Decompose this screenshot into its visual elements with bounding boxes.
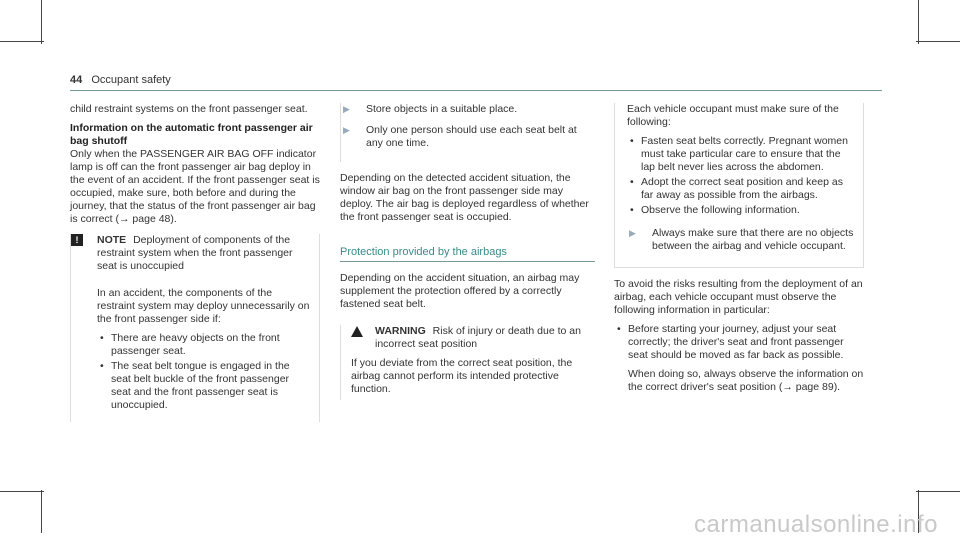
step-item: ▶ Always make sure that there are no objects between the airbag and vehicle occupant. <box>629 227 854 252</box>
section-heading: Information on the automatic front passenger air bag shutoff <box>70 122 313 147</box>
list-item: • Before starting your journey, adjust your seat correctly; the driver's seat and front passenger seat should be moved as far back as possible. When doing so, always observe the information on the correct driver's seat position (→ page 89). <box>617 323 864 393</box>
body-paragraph: To avoid the risks resulting from the deployment of an airbag, each vehicle occupant must observe the following information in particular: <box>614 278 863 316</box>
list-item: • Adopt the correct seat position and keep as far away as possible from the airbags. <box>630 176 843 201</box>
crop-mark <box>916 41 960 42</box>
column-left <box>70 103 320 422</box>
note-title: NOTE <box>97 234 127 246</box>
warning-text: Risk of injury or death due to an incorrect seat position <box>375 325 581 350</box>
page-header <box>70 74 171 87</box>
page-number: 44 <box>70 74 83 86</box>
body-paragraph: Depending on the accident situation, an airbag may supplement the protection offered by a correctly fastened seat belt. <box>340 272 580 310</box>
intro-text: child restraint systems on the front passenger seat. <box>70 103 308 115</box>
crop-mark <box>41 490 42 533</box>
arrow-icon: ▶ <box>343 104 350 114</box>
column-middle <box>340 103 595 400</box>
arrow-icon: ▶ <box>343 125 350 135</box>
crop-mark <box>41 0 42 44</box>
list-item: • There are heavy objects on the front passenger seat. <box>100 332 280 357</box>
warning-body: If you deviate from the correct seat position, the airbag cannot perform its intended protective function. <box>351 357 573 395</box>
crop-mark <box>918 0 919 44</box>
subsection-heading: Protection provided by the airbags <box>340 246 595 262</box>
info-box <box>614 103 864 268</box>
header-divider <box>70 90 882 91</box>
section-title: Occupant safety <box>91 74 171 86</box>
crop-mark <box>916 491 960 492</box>
warning-box <box>340 325 595 400</box>
step-item: ▶ Only one person should use each seat belt at any one time. <box>343 124 577 149</box>
note-body: In an accident, the components of the restraint system may deploy unnecessarily on the front passenger side if: <box>97 287 310 325</box>
list-item: • Observe the following information. <box>630 204 800 216</box>
body-paragraph: Only when the PASSENGER AIR BAG OFF indicator lamp is off can the front passenger air bag deploy in the event of an accident. If the front passenger seat is occupied, make sure, both before and during the journey, that the status of the front passenger air bag is correct (→ page 48). <box>70 148 320 225</box>
list-item: • The seat belt tongue is engaged in the seat belt buckle of the front passenger seat and the front passenger seat is unoccupied. <box>100 360 290 411</box>
column-right <box>614 103 864 398</box>
notice-icon: ! <box>71 234 83 246</box>
body-paragraph: Depending on the detected accident situation, the window air bag on the front passenger side may deploy. The air bag is deployed regardless of whether the front passenger seat is occupied. <box>340 172 589 223</box>
crop-mark <box>0 491 44 492</box>
list-item: • Fasten seat belts correctly. Pregnant women must take particular care to ensure that the lap belt never lies across the abdomen. <box>630 135 848 173</box>
warning-title: WARNING <box>375 325 426 337</box>
note-text: Deployment of components of the restraint system when the front passenger seat is unoccupied <box>97 234 293 272</box>
note-box <box>70 234 320 422</box>
warning-icon <box>351 326 363 337</box>
box-intro: Each vehicle occupant must make sure of the following: <box>627 103 839 128</box>
crop-mark <box>0 41 44 42</box>
bullet-subtext: When doing so, always observe the information on the correct driver's seat position (→ page 89). <box>628 368 864 393</box>
arrow-icon: ▶ <box>629 228 636 238</box>
step-item: ▶ Store objects in a suitable place. <box>343 103 518 115</box>
watermark: carmanualsonline.info <box>694 511 938 538</box>
